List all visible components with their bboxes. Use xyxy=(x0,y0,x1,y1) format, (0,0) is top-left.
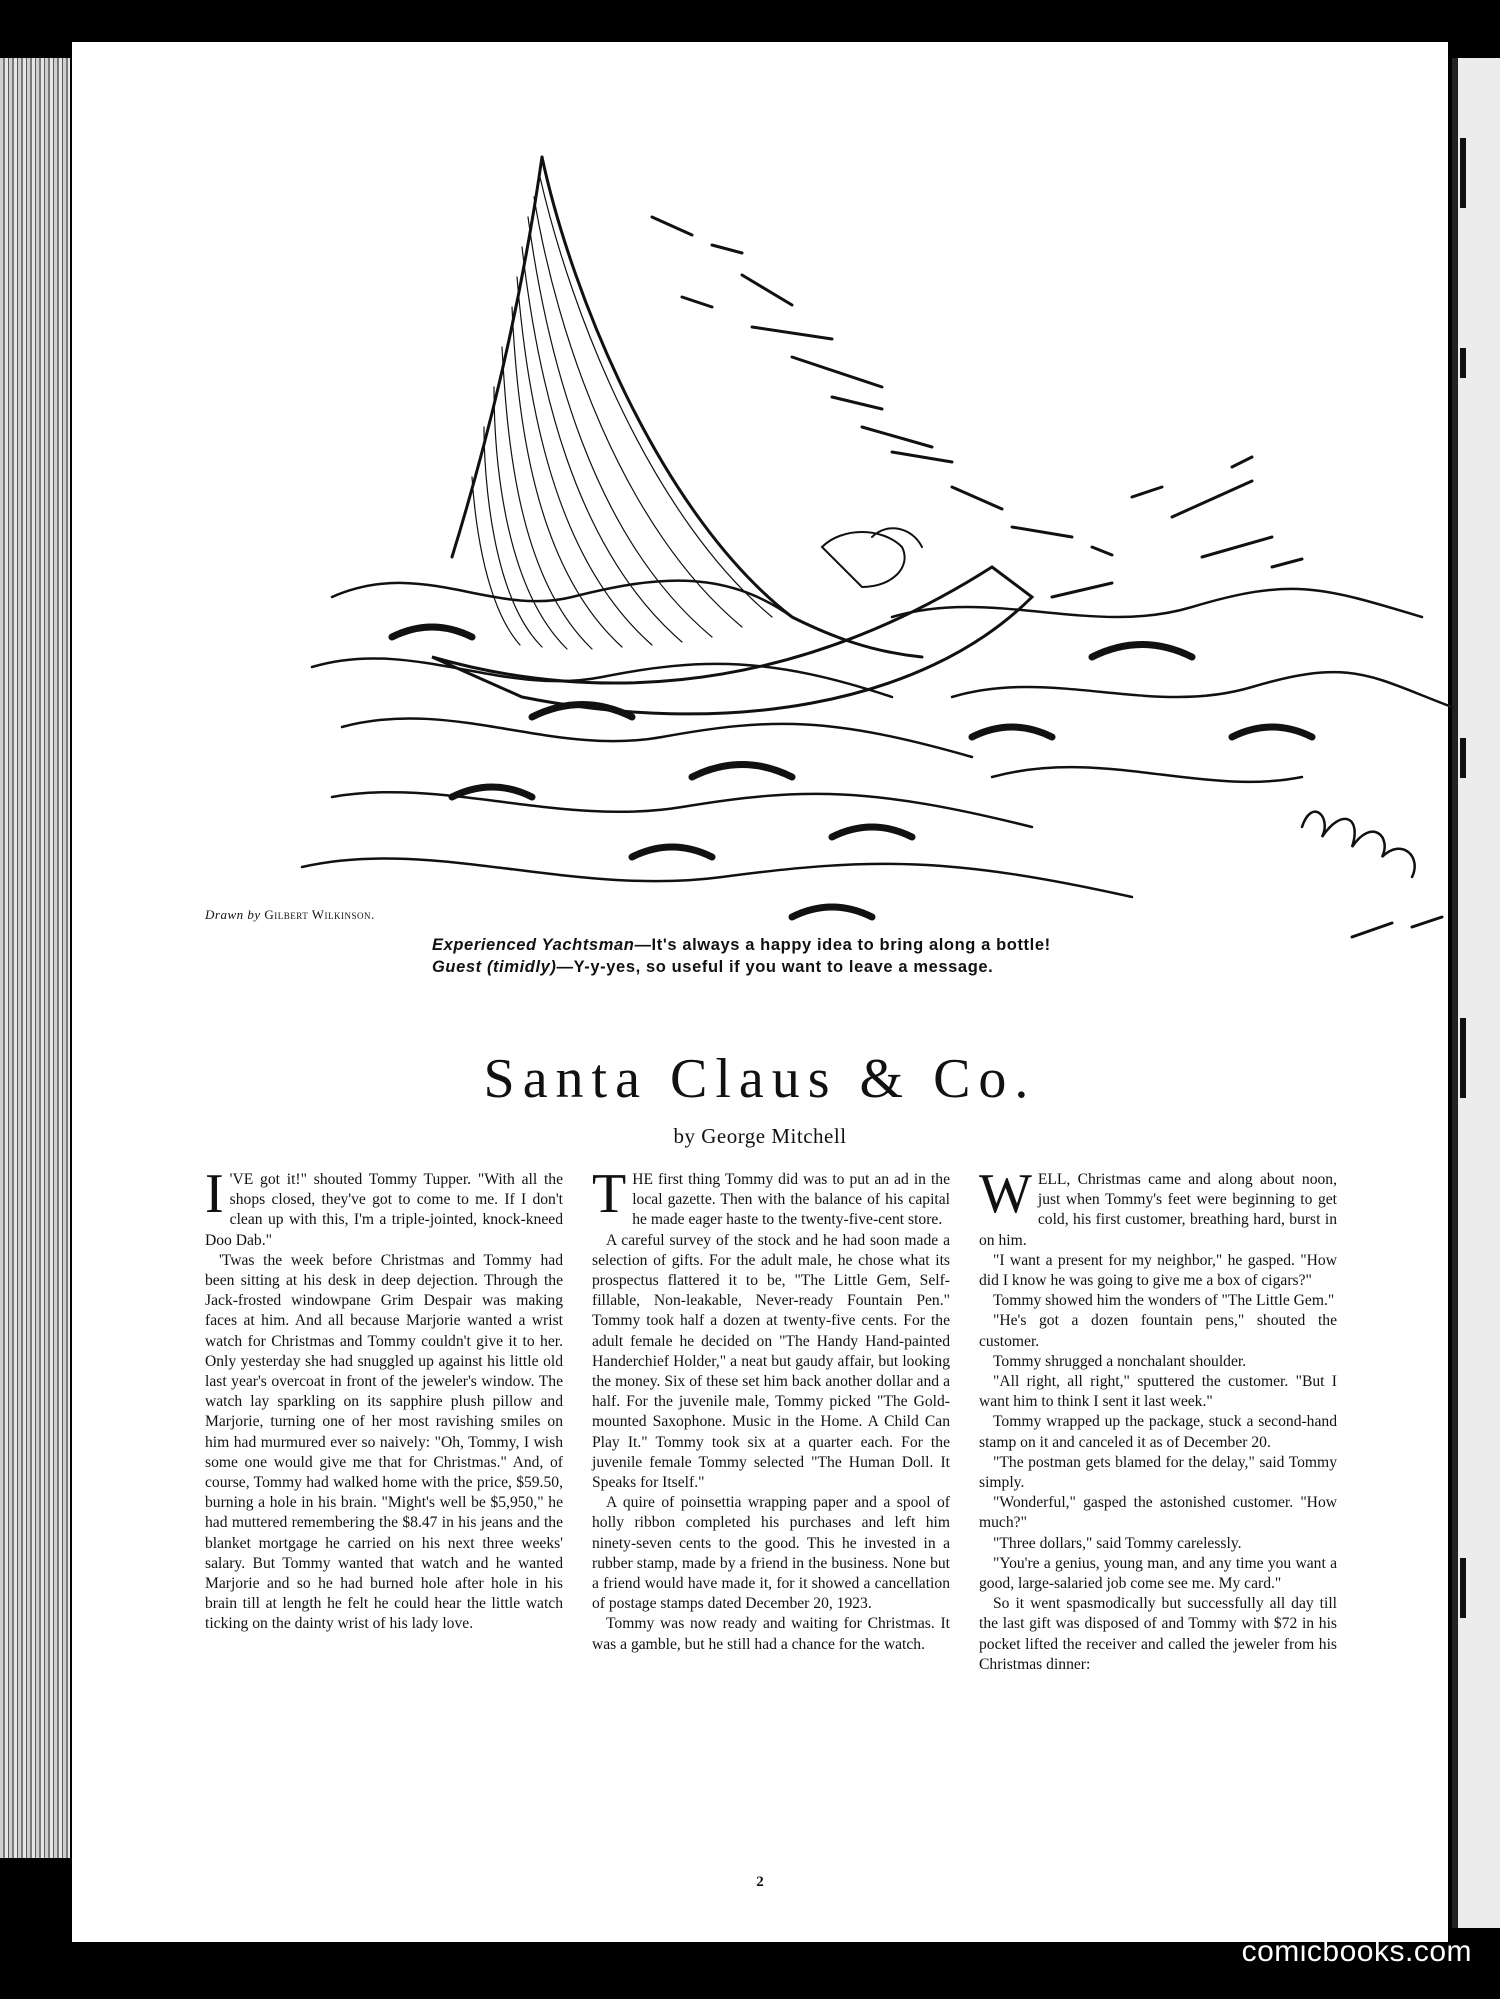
paragraph-text: So it went spasmodically but successfully all day till the last gift was disposed of and Tommy with $72 in his pocket lifted the receiver and called the jeweler from his Christmas dinner: xyxy=(979,1595,1337,1673)
paragraph xyxy=(979,1311,1337,1351)
caption-line-2: Guest (timidly)—Y-y-yes, so useful if you want to leave a message. xyxy=(432,958,994,976)
paragraph-text: Tommy was now ready and waiting for Christmas. It was a gamble, but he still had a chance for the watch. xyxy=(592,1615,950,1653)
magazine-page xyxy=(72,42,1448,1942)
paragraph-text: ELL, Christmas came and along about noon, just when Tommy's feet were beginning to get cold, his first customer, breathing hard, burst in on him. xyxy=(979,1171,1337,1249)
paragraph xyxy=(592,1231,950,1494)
paragraph xyxy=(979,1251,1337,1291)
article-byline: by George Mitchell xyxy=(673,1124,847,1148)
drop-cap: W xyxy=(979,1163,1032,1225)
paragraph xyxy=(979,1453,1337,1493)
paragraph xyxy=(979,1534,1337,1554)
paragraph xyxy=(979,1493,1337,1533)
drop-cap: T xyxy=(592,1163,627,1225)
watermark: comicbooks.com xyxy=(1241,1935,1472,1968)
paragraph xyxy=(979,1352,1337,1372)
paragraph-text: Tommy shrugged a nonchalant shoulder. xyxy=(993,1352,1247,1370)
paragraph-text: "All right, all right," sputtered the customer. "But I want him to think I sent it last week." xyxy=(979,1373,1337,1411)
paragraph xyxy=(979,1163,1337,1251)
paragraph xyxy=(592,1163,950,1231)
paragraph-text: A quire of poinsettia wrapping paper and a spool of holly ribbon completed his purchases and left him ninety-seven cents to the good. This he invested in a rubber stamp, made by a friend in the business. None but a friend would have made it, for it showed a cancellation of postage stamps dated December 20, 1923. xyxy=(592,1494,950,1613)
sailboat-illustration xyxy=(272,97,1482,957)
illustration-credit xyxy=(205,907,375,923)
caption-line-1: Experienced Yachtsman—It's always a happy idea to bring along a bottle! xyxy=(432,936,1051,954)
paragraph-text: Tommy wrapped up the package, stuck a second-hand stamp on it and canceled it as of December 20. xyxy=(979,1413,1337,1451)
paragraph-text: "You're a genius, young man, and any time you want a good, large-salaried job come see me. My card." xyxy=(979,1554,1337,1593)
article-column-3 xyxy=(979,1163,1337,1675)
paragraph xyxy=(979,1412,1337,1452)
article-title: Santa Claus & Co. xyxy=(483,1048,1037,1110)
paragraph xyxy=(205,1251,563,1635)
article-column-1 xyxy=(205,1163,563,1635)
paragraph xyxy=(979,1594,1337,1675)
paragraph-text: A careful survey of the stock and he had soon made a selection of gifts. For the adult male, he chose what its prospectus flattered it to be, "The Little Gem, Self-fillable, Non-leakable, Never-ready Fountain Pen." Tommy took half a dozen at twenty-five cents. For the adult female he decided on "The Handy Hand-painted Handerchief Holder," a neat but gaudy affair, but looking the money. Six of these set him back another dollar and a half. For the juvenile male, Tommy picked "The Gold-mounted Saxophone. Music in the Home. A Child Can Play It." Tommy took six at a quarter each. For the juvenile female Tommy selected "The Human Doll. It Speaks for Itself." xyxy=(592,1231,950,1492)
paragraph-text: HE first thing Tommy did was to put an ad in the local gazette. Then with the balance of his capital he made eager haste to the twenty-five-cent store. xyxy=(632,1171,950,1229)
paragraph-text: "The postman gets blamed for the delay," said Tommy simply. xyxy=(979,1453,1337,1492)
credit-prefix: Drawn by xyxy=(205,907,261,922)
caption-speaker-1: Experienced Yachtsman xyxy=(432,936,635,954)
caption-speaker-2: Guest (timidly) xyxy=(432,958,557,976)
credit-artist: Gilbert Wilkinson. xyxy=(264,907,375,922)
page-number: 2 xyxy=(756,1874,764,1890)
paragraph xyxy=(592,1493,950,1614)
paragraph xyxy=(979,1554,1337,1594)
paragraph-text: 'VE got it!" shouted Tommy Tupper. "With all the shops closed, they've got to come to me. If I don't clean up with this, I'm a triple-jointed, knock-kneed Doo Dab." xyxy=(205,1171,563,1249)
cartoon-caption xyxy=(432,934,1312,978)
paragraph-text: 'Twas the week before Christmas and Tommy had been sitting at his desk in deep dejection. Through the Jack-frosted windowpane Grim Despair was making faces at him. And all because Marjorie wanted a wrist watch for Christmas and Tommy couldn't give it to her. Only yesterday she had snuggled up against his little old last year's overcoat in front of the jeweler's window. The watch lay sparkling on its sapphire plush pillow and Marjorie, turning one of her most ravishing smiles on him had murmured ever so naively: "Oh, Tommy, I wish some one would give me that for Christmas." And, of course, Tommy had walked home with the price, $59.50, burning a hole in his brain. "Might's well be $5,950," he had muttered remembering the $8.47 in his jeans and the blanket mortgage he carried on his next three weeks' salary. But Tommy wanted that watch and he wanted Marjorie and so he had burned hole after hole in his brain till at length he felt he could hear the little watch ticking on the dainty wrist of his lady love. xyxy=(205,1251,563,1633)
paragraph xyxy=(592,1614,950,1654)
article-column-2 xyxy=(592,1163,950,1655)
paragraph xyxy=(205,1163,563,1251)
drop-cap: I xyxy=(205,1163,224,1225)
paragraph-text: "Wonderful," gasped the astonished customer. "How much?" xyxy=(979,1494,1337,1532)
paragraph xyxy=(979,1291,1337,1311)
paragraph-text: "He's got a dozen fountain pens," shouted the customer. xyxy=(979,1312,1337,1350)
paragraph xyxy=(979,1372,1337,1412)
paragraph-text: Tommy showed him the wonders of "The Little Gem." xyxy=(993,1292,1335,1310)
paragraph-text: "Three dollars," said Tommy carelessly. xyxy=(993,1534,1242,1552)
paragraph-text: "I want a present for my neighbor," he gasped. "How did I know he was going to give me a box of cigars?" xyxy=(979,1251,1337,1290)
book-binding-edge xyxy=(0,58,70,1858)
